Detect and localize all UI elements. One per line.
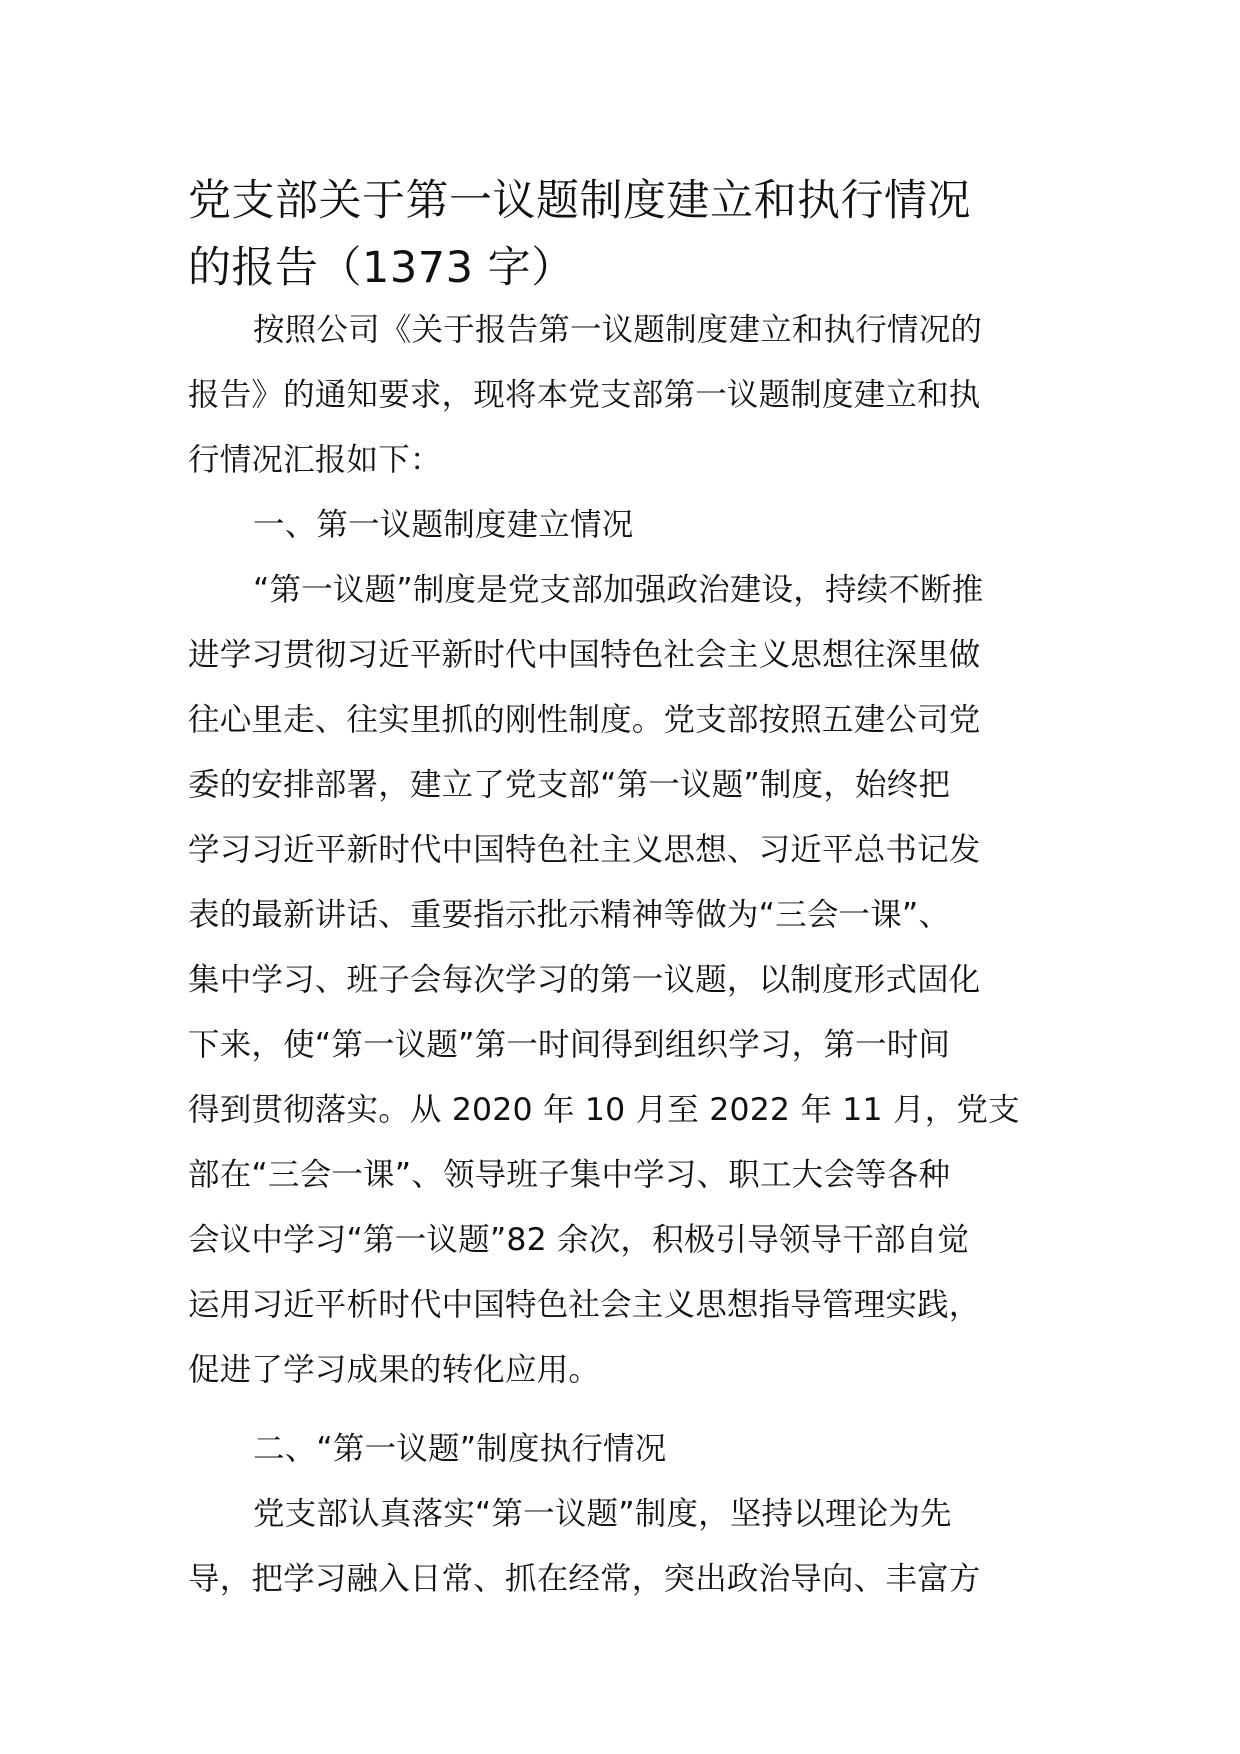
section-1-line-8: 下来，使“第一议题”第一时间得到组织学习，第一时间 (188, 1027, 951, 1063)
section-2-line-2: 导，把学习融入日常、抓在经常，突出政治导向、丰富方 (188, 1561, 981, 1597)
section-1-line-13: 促进了学习成果的转化应用。 (188, 1352, 601, 1388)
section-1-line-3: 往心里走、往实里抓的刚性制度。党支部按照五建公司党 (188, 702, 981, 738)
intro-line-3: 行情况汇报如下： (188, 442, 442, 478)
section-1-line-10: 部在“三会一课”、领导班子集中学习、职工大会等各种 (188, 1157, 951, 1193)
section-1-line-4: 委的安排部署，建立了党支部“第一议题”制度，始终把 (188, 767, 951, 803)
section-1-heading: 一、第一议题制度建立情况 (253, 507, 634, 543)
document-body (188, 298, 1058, 1612)
section-1-line-11: 会议中学习“第一议题”82 余次，积极引导领导干部自觉 (188, 1222, 970, 1258)
title-line-1: 党支部关于第一议题制度建立和执行情况 (188, 176, 971, 226)
paragraph-gap (188, 1403, 1058, 1417)
section-1-line-7: 集中学习、班子会每次学习的第一议题，以制度形式固化 (188, 962, 981, 998)
intro-line-1: 按照公司《关于报告第一议题制度建立和执行情况的 (253, 312, 983, 348)
document-title (188, 168, 1068, 302)
section-1-line-1: “第一议题”制度是党支部加强政治建设，持续不断推 (253, 572, 984, 608)
section-1-line-6: 表的最新讲话、重要指示批示精神等做为“三会一课”、 (188, 897, 951, 933)
section-2-line-1: 党支部认真落实“第一议题”制度，坚持以理论为先 (253, 1496, 952, 1532)
title-line-2: 的报告（1373 字） (188, 243, 575, 293)
section-1-line-2: 进学习贯彻习近平新时代中国特色社会主义思想往深里做 (188, 637, 981, 673)
section-1-line-5: 学习习近平新时代中国特色社主义思想、习近平总书记发 (188, 832, 981, 868)
section-1-line-12: 运用习近平析时代中国特色社会主义思想指导管理实践， (188, 1287, 981, 1323)
section-1-line-9: 得到贯彻落实。从 2020 年 10 月至 2022 年 11 月，党支 (188, 1092, 1020, 1128)
intro-line-2: 报告》的通知要求，现将本党支部第一议题制度建立和执 (188, 377, 981, 413)
section-2-heading: 二、“第一议题”制度执行情况 (253, 1431, 667, 1467)
